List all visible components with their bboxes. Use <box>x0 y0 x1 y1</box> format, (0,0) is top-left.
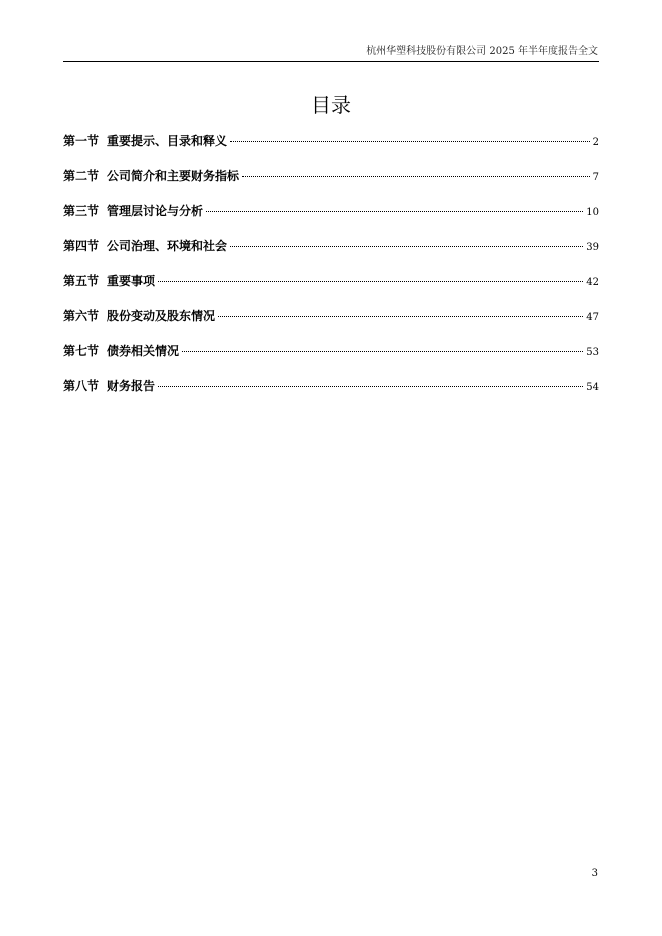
toc-entry-label <box>63 132 227 150</box>
toc-entry-label <box>63 307 215 325</box>
toc-entry[interactable] <box>63 307 599 342</box>
toc-entry[interactable] <box>63 167 599 202</box>
toc-entry-label <box>63 202 203 220</box>
toc-entry-title: 股份变动及股东情况 <box>107 309 216 323</box>
toc-entry-section: 第八节 <box>63 379 100 393</box>
toc-entry[interactable] <box>63 272 599 307</box>
toc-leader-dots <box>218 316 583 317</box>
toc-entry-section: 第一节 <box>63 134 100 148</box>
toc-entry-section: 第四节 <box>63 239 100 253</box>
page-number: 3 <box>591 868 598 879</box>
toc-entry-page: 47 <box>586 312 599 323</box>
toc-leader-dots <box>206 211 583 212</box>
toc-entry-page: 42 <box>586 277 599 288</box>
toc-entry-title: 公司治理、环境和社会 <box>107 239 228 253</box>
toc-entry-section: 第七节 <box>63 344 100 358</box>
toc-leader-dots <box>242 176 590 177</box>
toc-leader-dots <box>182 351 583 352</box>
toc-entry-page: 54 <box>586 382 599 393</box>
toc-entry[interactable] <box>63 342 599 377</box>
toc-entry-label <box>63 237 227 255</box>
toc-entry-page: 10 <box>586 207 599 218</box>
toc-leader-dots <box>158 386 583 387</box>
toc-entry-label <box>63 342 179 360</box>
toc-entry-title: 财务报告 <box>107 379 156 393</box>
header-rule <box>63 61 599 62</box>
toc-entry-title: 债券相关情况 <box>107 344 180 358</box>
toc-entry[interactable] <box>63 237 599 272</box>
toc-entry-page: 53 <box>586 347 599 358</box>
running-header: 杭州华塑科技股份有限公司 2025 年半年度报告全文 <box>366 46 598 57</box>
toc-entry-section: 第五节 <box>63 274 100 288</box>
toc-list <box>63 132 599 412</box>
toc-entry-title: 重要事项 <box>107 274 156 288</box>
toc-entry-label <box>63 167 239 185</box>
toc-entry-label <box>63 377 155 395</box>
toc-entry-section: 第二节 <box>63 169 100 183</box>
toc-leader-dots <box>158 281 583 282</box>
toc-leader-dots <box>230 141 590 142</box>
toc-entry-title: 公司简介和主要财务指标 <box>107 169 240 183</box>
toc-entry-label <box>63 272 155 290</box>
toc-entry-page: 2 <box>592 137 599 148</box>
toc-entry-title: 重要提示、目录和释义 <box>107 134 228 148</box>
toc-entry-page: 7 <box>592 172 599 183</box>
toc-title: 目录 <box>311 93 351 117</box>
toc-entry-page: 39 <box>586 242 599 253</box>
toc-entry-title: 管理层讨论与分析 <box>107 204 204 218</box>
toc-entry[interactable] <box>63 132 599 167</box>
toc-entry-section: 第六节 <box>63 309 100 323</box>
toc-entry[interactable] <box>63 202 599 237</box>
toc-entry[interactable] <box>63 377 599 412</box>
toc-leader-dots <box>230 246 583 247</box>
toc-entry-section: 第三节 <box>63 204 100 218</box>
